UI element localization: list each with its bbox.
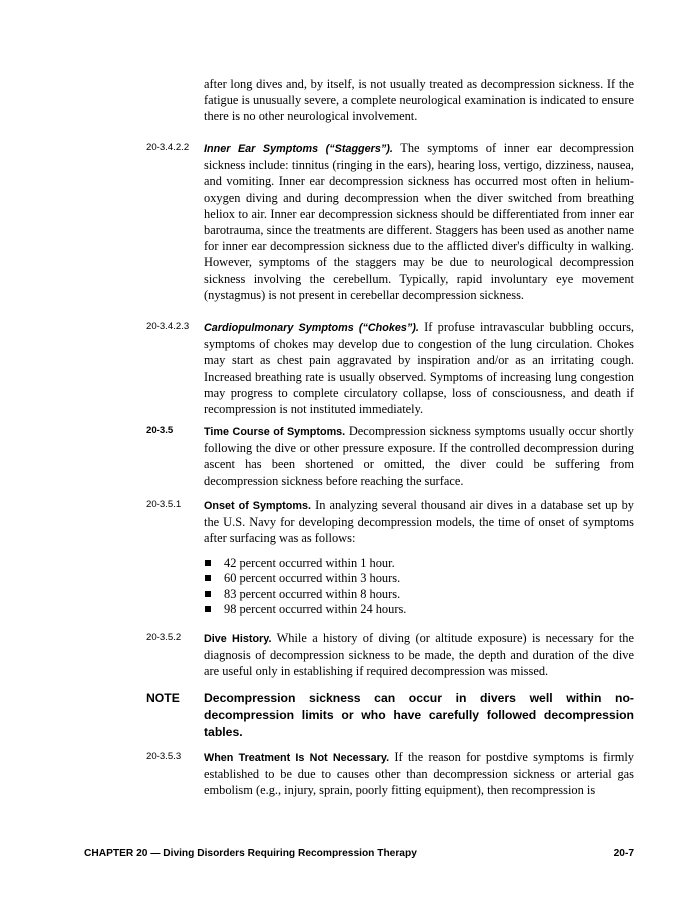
bullet-square-icon	[205, 606, 211, 612]
list-item: 60 percent occurred within 3 hours.	[204, 571, 634, 586]
list-item: 42 percent occurred within 1 hour.	[204, 556, 634, 571]
section-text-chokes: If profuse intravascular bubbling occurs, symptoms of chokes may develop due to congestion of the lung circulation. Chokes may start as chest pain aggravated by inspiration and/or as an irritating cough. Increased breathing rate is usually observed. Symptoms of increasing lung congestion may progress to complete circulatory collapse, loss of consciousness, and death if recompression is not instituted immediately.	[204, 320, 634, 417]
section-heading-time-course: Time Course of Symptoms.	[204, 426, 346, 438]
section-heading-dive-history: Dive History.	[204, 633, 272, 645]
note-text: Decompression sickness can occur in divers well within no-decompression limits or who have carefully followed decompression tables.	[204, 691, 634, 739]
section-number-time-course: 20-3.5	[146, 425, 174, 436]
section-text-staggers: The symptoms of inner ear decompression sickness include: tinnitus (ringing in the ears), hearing loss, vertigo, dizziness, nausea, and vomiting. Inner ear decompression sickness has occurred most often in helium-oxygen diving and during decompression when the diver switched from breathing heliox to air. Inner ear decompression sickness should be differentiated from inner ear barotrauma, since the treatments are different. Staggers has been used as another name for inner ear decompression sickness due to the afflicted diver's difficulty in walking. However, symptoms of the staggers may be due to neurological decompression sickness involving the cerebellum. Typically, rapid involuntary eye movement (nystagmus) is not present in cerebellar decompression sickness.	[204, 141, 634, 302]
bullet-square-icon	[205, 575, 211, 581]
section-text-onset: In analyzing several thousand air dives in a database set up by the U.S. Navy for developing decompression models, the time of onset of symptoms after surfacing was as follows:	[204, 498, 634, 546]
list-item: 98 percent occurred within 24 hours.	[204, 602, 634, 617]
section-chokes	[204, 319, 634, 417]
section-text-time-course: Decompression sickness symptoms usually occur shortly following the dive or other pressure exposure. If the controlled decompression during ascent has been shortened or omitted, the diver could be suffering from decompression sickness before reaching the surface.	[204, 424, 635, 488]
section-number-staggers: 20-3.4.2.2	[146, 142, 190, 153]
section-staggers	[204, 140, 634, 303]
section-number-no-treatment: 20-3.5.3	[146, 751, 182, 762]
section-heading-no-treatment: When Treatment Is Not Necessary.	[204, 752, 390, 764]
section-time-course	[204, 423, 634, 489]
footer-page-number: 20-7	[613, 848, 634, 859]
intro-text: after long dives and, by itself, is not usually treated as decompression sickness. If the fatigue is unusually severe, a complete neurological examination is indicated to ensure there is no other neurological involvement.	[204, 77, 634, 124]
section-text-dive-history: While a history of diving (or altitude exposure) is necessary for the diagnosis of decompression sickness to be made, the depth and duration of the dive are useful only in establishing if required decompression was missed.	[204, 631, 635, 679]
section-number-chokes: 20-3.4.2.3	[146, 321, 190, 332]
list-item: 83 percent occurred within 8 hours.	[204, 587, 634, 602]
section-dive-history	[204, 630, 634, 680]
footer-chapter-title: CHAPTER 20 — Diving Disorders Requiring Recompression Therapy	[84, 848, 417, 859]
section-number-dive-history: 20-3.5.2	[146, 632, 182, 643]
note-label: NOTE	[146, 691, 180, 705]
intro-paragraph	[204, 76, 634, 125]
section-onset	[204, 497, 634, 547]
bullet-square-icon	[205, 560, 211, 566]
section-text-no-treatment: If the reason for postdive symptoms is firmly established to be due to causes other than decompression sickness or arterial gas embolism (e.g., injury, sprain, poorly fitting equipment), then recompression is	[204, 750, 634, 798]
section-no-treatment	[204, 749, 634, 799]
section-heading-chokes: Cardiopulmonary Symptoms (“Chokes”).	[204, 322, 419, 334]
section-heading-staggers: Inner Ear Symptoms (“Staggers”).	[204, 143, 393, 155]
section-number-onset: 20-3.5.1	[146, 499, 182, 510]
bullet-square-icon	[205, 591, 211, 597]
onset-list	[204, 556, 634, 618]
section-heading-onset: Onset of Symptoms.	[204, 500, 311, 512]
